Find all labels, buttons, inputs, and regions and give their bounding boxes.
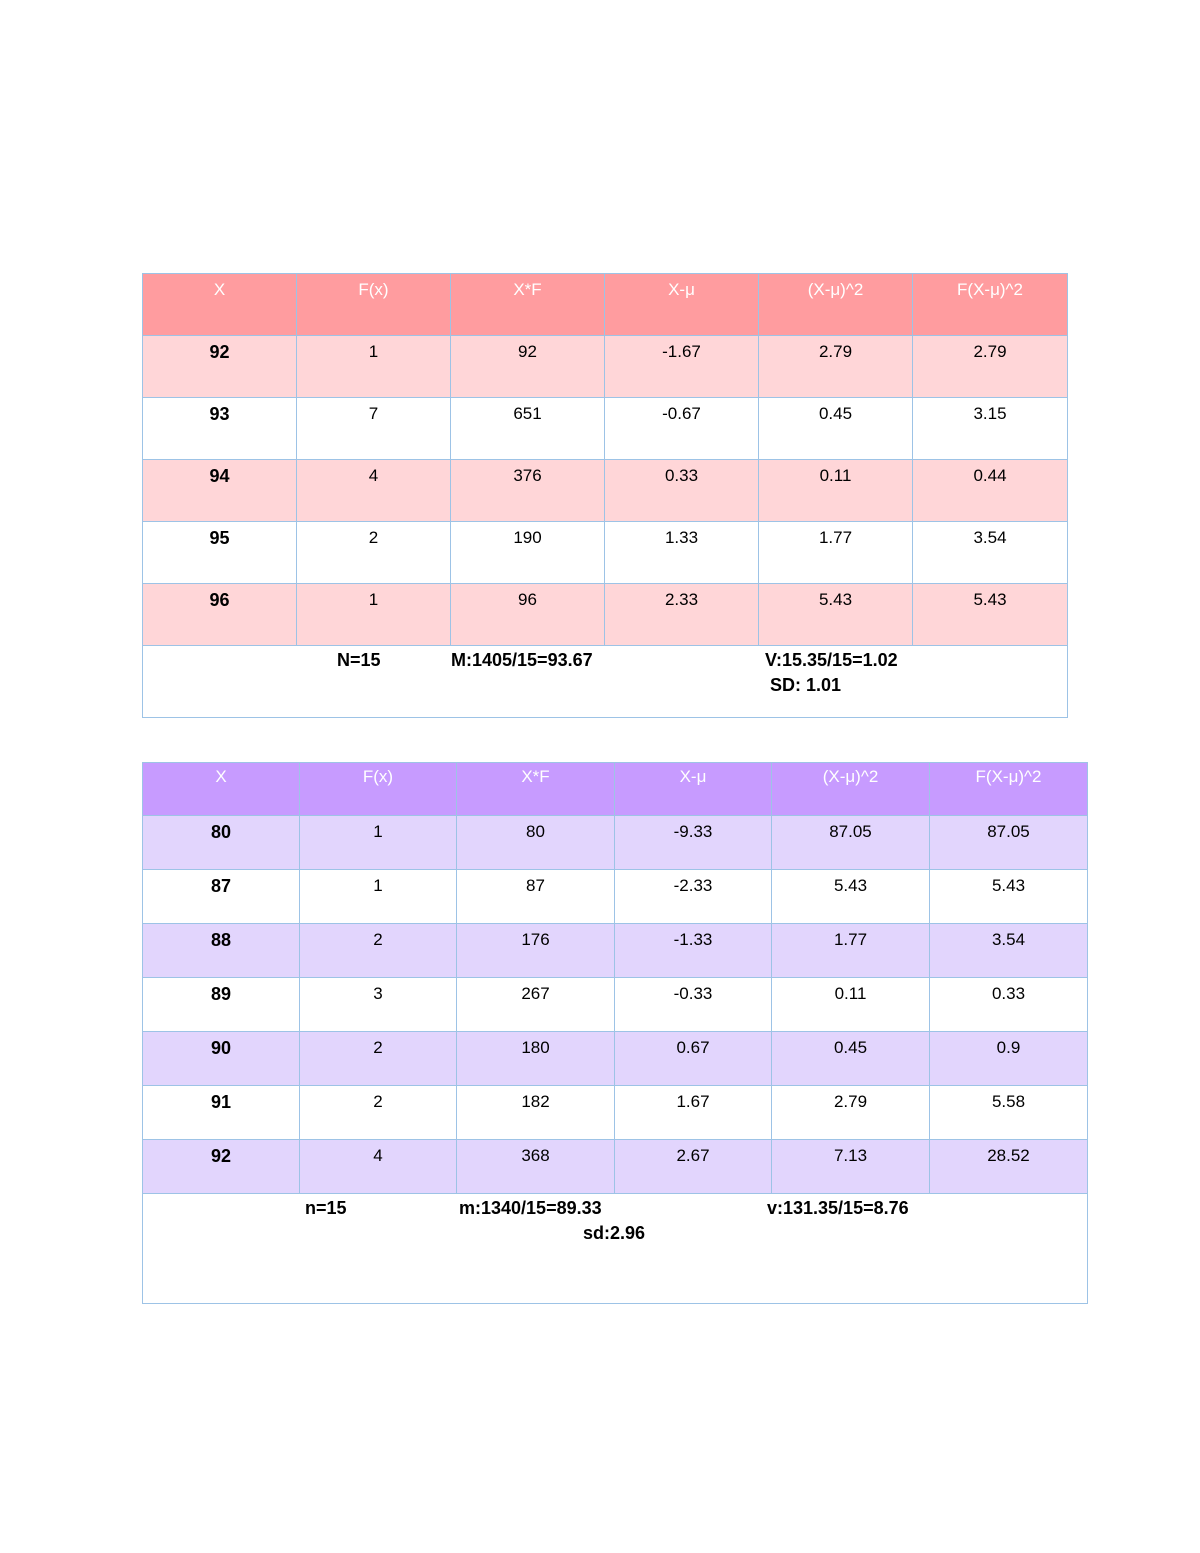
cell-xf: 182	[457, 1086, 615, 1140]
summary-mean: m:1340/15=89.33	[459, 1198, 602, 1218]
cell-xf: 651	[451, 398, 605, 460]
table-row	[143, 1140, 1088, 1194]
cell-f-x-minus-mu-squared: 87.05	[930, 816, 1088, 870]
cell-x-minus-mu-squared: 87.05	[772, 816, 930, 870]
cell-x-minus-mu-squared: 2.79	[759, 336, 913, 398]
summary-cell	[143, 1194, 1088, 1304]
cell-x: 80	[143, 816, 300, 870]
table-row	[143, 336, 1068, 398]
header-xf: X*F	[457, 763, 615, 816]
summary-n: n=15	[305, 1198, 347, 1218]
cell-f-x-minus-mu-squared: 3.15	[913, 398, 1068, 460]
frequency-table-1	[142, 273, 1068, 718]
cell-x-minus-mu: -0.33	[615, 978, 772, 1032]
header-x-minus-mu-squared: (X-μ)^2	[772, 763, 930, 816]
table-header-row	[143, 274, 1068, 336]
table-row	[143, 870, 1088, 924]
cell-fx: 7	[297, 398, 451, 460]
cell-f-x-minus-mu-squared: 5.58	[930, 1086, 1088, 1140]
header-x: X	[143, 763, 300, 816]
cell-xf: 176	[457, 924, 615, 978]
cell-x-minus-mu-squared: 1.77	[759, 522, 913, 584]
cell-fx: 1	[297, 584, 451, 646]
header-f-x-minus-mu-squared: F(X-μ)^2	[913, 274, 1068, 336]
cell-x-minus-mu: -1.67	[605, 336, 759, 398]
summary-row	[143, 646, 1068, 718]
cell-x: 90	[143, 1032, 300, 1086]
cell-fx: 1	[297, 336, 451, 398]
cell-x-minus-mu: 1.67	[615, 1086, 772, 1140]
table-row	[143, 978, 1088, 1032]
cell-x-minus-mu-squared: 1.77	[772, 924, 930, 978]
table-header-row	[143, 763, 1088, 816]
cell-x-minus-mu: 1.33	[605, 522, 759, 584]
header-x-minus-mu: X-μ	[605, 274, 759, 336]
cell-xf: 96	[451, 584, 605, 646]
cell-x-minus-mu-squared: 5.43	[759, 584, 913, 646]
cell-f-x-minus-mu-squared: 0.33	[930, 978, 1088, 1032]
header-x-minus-mu: X-μ	[615, 763, 772, 816]
cell-x-minus-mu: -9.33	[615, 816, 772, 870]
cell-fx: 2	[297, 522, 451, 584]
cell-xf: 376	[451, 460, 605, 522]
cell-x: 91	[143, 1086, 300, 1140]
cell-f-x-minus-mu-squared: 3.54	[930, 924, 1088, 978]
cell-x-minus-mu: 2.67	[615, 1140, 772, 1194]
cell-fx: 4	[300, 1140, 457, 1194]
cell-f-x-minus-mu-squared: 3.54	[913, 522, 1068, 584]
cell-fx: 3	[300, 978, 457, 1032]
cell-f-x-minus-mu-squared: 0.44	[913, 460, 1068, 522]
cell-x: 87	[143, 870, 300, 924]
cell-xf: 80	[457, 816, 615, 870]
cell-xf: 180	[457, 1032, 615, 1086]
table-row	[143, 398, 1068, 460]
cell-fx: 2	[300, 1032, 457, 1086]
cell-x-minus-mu: 2.33	[605, 584, 759, 646]
table-row	[143, 1086, 1088, 1140]
cell-f-x-minus-mu-squared: 2.79	[913, 336, 1068, 398]
cell-x-minus-mu-squared: 0.11	[772, 978, 930, 1032]
cell-x: 89	[143, 978, 300, 1032]
summary-variance: v:131.35/15=8.76	[767, 1198, 909, 1218]
header-x: X	[143, 274, 297, 336]
table-row	[143, 584, 1068, 646]
summary-mean: M:1405/15=93.67	[451, 650, 593, 670]
header-fx: F(x)	[297, 274, 451, 336]
cell-fx: 1	[300, 816, 457, 870]
cell-x-minus-mu-squared: 5.43	[772, 870, 930, 924]
cell-x-minus-mu: 0.67	[615, 1032, 772, 1086]
cell-x-minus-mu-squared: 0.45	[772, 1032, 930, 1086]
cell-fx: 4	[297, 460, 451, 522]
table-row	[143, 924, 1088, 978]
summary-variance: V:15.35/15=1.02	[765, 650, 898, 670]
frequency-table-2	[142, 762, 1088, 1304]
table-row	[143, 1032, 1088, 1086]
cell-fx: 2	[300, 1086, 457, 1140]
header-x-minus-mu-squared: (X-μ)^2	[759, 274, 913, 336]
cell-x: 94	[143, 460, 297, 522]
table-row	[143, 460, 1068, 522]
cell-fx: 2	[300, 924, 457, 978]
table-row	[143, 816, 1088, 870]
table-row	[143, 522, 1068, 584]
summary-n: N=15	[337, 650, 381, 670]
cell-f-x-minus-mu-squared: 5.43	[913, 584, 1068, 646]
cell-xf: 190	[451, 522, 605, 584]
cell-x-minus-mu-squared: 2.79	[772, 1086, 930, 1140]
cell-f-x-minus-mu-squared: 0.9	[930, 1032, 1088, 1086]
cell-x-minus-mu-squared: 0.11	[759, 460, 913, 522]
summary-row	[143, 1194, 1088, 1304]
cell-xf: 368	[457, 1140, 615, 1194]
cell-x-minus-mu-squared: 7.13	[772, 1140, 930, 1194]
summary-sd: sd:2.96	[583, 1223, 646, 1243]
header-f-x-minus-mu-squared: F(X-μ)^2	[930, 763, 1088, 816]
cell-x-minus-mu: -1.33	[615, 924, 772, 978]
cell-x: 93	[143, 398, 297, 460]
cell-f-x-minus-mu-squared: 28.52	[930, 1140, 1088, 1194]
header-fx: F(x)	[300, 763, 457, 816]
cell-xf: 87	[457, 870, 615, 924]
header-xf: X*F	[451, 274, 605, 336]
cell-x-minus-mu: -0.67	[605, 398, 759, 460]
cell-x: 96	[143, 584, 297, 646]
cell-x: 88	[143, 924, 300, 978]
cell-f-x-minus-mu-squared: 5.43	[930, 870, 1088, 924]
cell-x-minus-mu: -2.33	[615, 870, 772, 924]
cell-xf: 267	[457, 978, 615, 1032]
cell-x-minus-mu-squared: 0.45	[759, 398, 913, 460]
summary-cell	[143, 646, 1068, 718]
cell-x-minus-mu: 0.33	[605, 460, 759, 522]
cell-fx: 1	[300, 870, 457, 924]
cell-x: 95	[143, 522, 297, 584]
cell-x: 92	[143, 1140, 300, 1194]
summary-sd: SD: 1.01	[770, 675, 842, 695]
cell-xf: 92	[451, 336, 605, 398]
cell-x: 92	[143, 336, 297, 398]
